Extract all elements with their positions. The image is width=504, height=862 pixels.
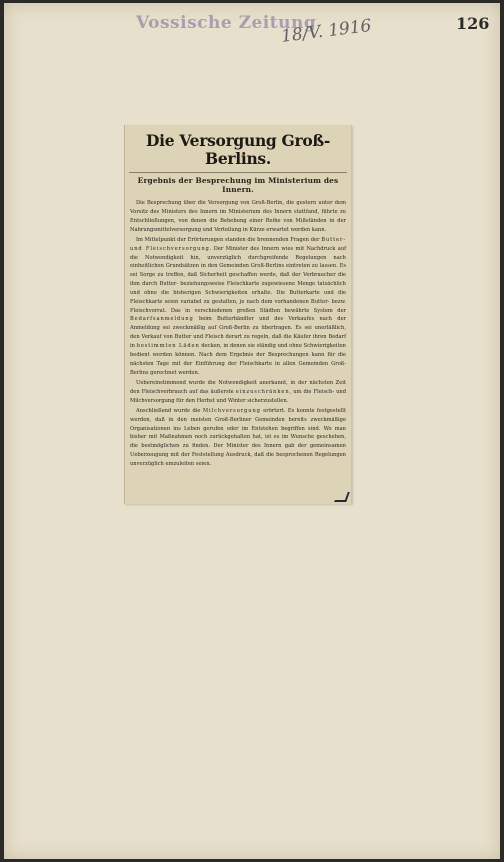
archive-sheet	[4, 3, 500, 859]
paragraph-2-emphasis-bedarfsanmeldung: Bedarfsanmeldung	[130, 316, 194, 323]
clipping-headline: Die Versorgung Groß-Berlins.	[145, 131, 330, 168]
paragraph-3-part-a: Uebereinstimmend wurde die Notwendigkeit anerkannt, in der nächsten Zeit den Fleischverbrauch auf das äußerste	[130, 379, 346, 395]
paragraph-2-part-c: . Der Minister des Innern wies mit Nachdruck auf die Notwendigkeit hin, unverzüglich durchgreifende Regelungen nach einheitlichen Grundsätzen in den Gemeinden Groß-Berlins eintreten zu lassen. Es sei Sorge zu treffen, daß Sicherheit geschaffen werde, daß der Verbraucher die ihm durch Butter- beziehungsweise Fleischkarte zugewiesene Menge tatsächlich und ohne die bisherigen Schwierigkeiten erhalte. Die Butterkarte und die Fleischkarte seien variabel zu gestalten, je nach dem vorhandenen Butter- bezw. Fleischvorrat. Das in verschiedenen großen Städten bewährte System der	[130, 245, 346, 314]
paragraph-4	[130, 407, 346, 469]
paragraph-2-part-e: beim Butterhändler und des Verkaufes nach der Anmeldung sei zweckmäßig auf Groß-Berlin zu übertragen. Es sei unerläßlich, den Verkauf von Butter und Fleisch derart zu regeln, daß die Käufer ihren Bedarf in	[130, 316, 346, 349]
paragraph-2	[130, 236, 346, 378]
paragraph-4-part-c: erörtert. Es konnte festgestellt werden, daß in den meisten Groß-Berliner Gemeinden bereits zweckmäßige Organisationen ins Leben gerufen oder im Entstehen begriffen sind. Wo man bisher mit Maßnahmen noch zurückgehalten hat, ist es im Wunsche geschehen, die bestmöglichen zu finden. Der Minister des Innern gab der gemeinsamen Ueberzeugung mit der Feststellung Ausdruck, daß die besprochenen Regelungen unverzüglich einzuleiten seien.	[130, 407, 347, 467]
handwritten-date: 18/V. 1916	[280, 15, 373, 47]
newspaper-stamp: Vossische Zeitung	[136, 13, 317, 33]
corner-mark	[334, 492, 350, 502]
paragraph-2-emphasis-butter-fleisch: Butter- und Fleischversorgung	[130, 236, 346, 252]
paragraph-1: Die Besprechung über die Versorgung von Groß-Berlin, die gestern unter dem Vorsitz des Ministers des Innern im Ministerium des Innern stattfand, führte zu Entschließungen, von denen die Behebung einer Reihe von Mißständen in der Nahrungsmittelversorgung und Verteilung in Kürze erwartet werden kann.	[130, 200, 346, 233]
paragraph-2-emphasis-laeden: bestimmten Läden	[136, 343, 200, 349]
paragraph-4-part-a: Anschließend wurde die	[136, 407, 203, 414]
clipping-subheadline: Ergebnis der Besprechung im Ministerium des Innern.	[129, 172, 347, 194]
paragraph-2-part-a: Im Mittelpunkt der Erörterungen standen die brennenden Fragen der	[136, 236, 322, 243]
paragraph-3-emphasis-einschraenken: einzuschränken	[235, 388, 290, 395]
paragraph-4-emphasis-milchversorgung: Milchversorgung	[202, 407, 261, 414]
page-number: 126	[456, 14, 490, 33]
paragraph-3	[130, 379, 346, 406]
newspaper-clipping	[124, 125, 352, 504]
paragraph-3-part-c: , um die Fleisch- und Milchversorgung für den Herbst und Winter sicherzustellen.	[130, 388, 346, 404]
paragraph-2-part-g: decken, in denen sie ständig und ohne Schwierigkeiten bedient werden können. Nach dem Ergebnis der Besprechungen kann für die nächsten Tage mit der Einführung der Fleischkarte in allen Gemeinden Groß-Berlins gerechnet werden.	[130, 343, 346, 376]
